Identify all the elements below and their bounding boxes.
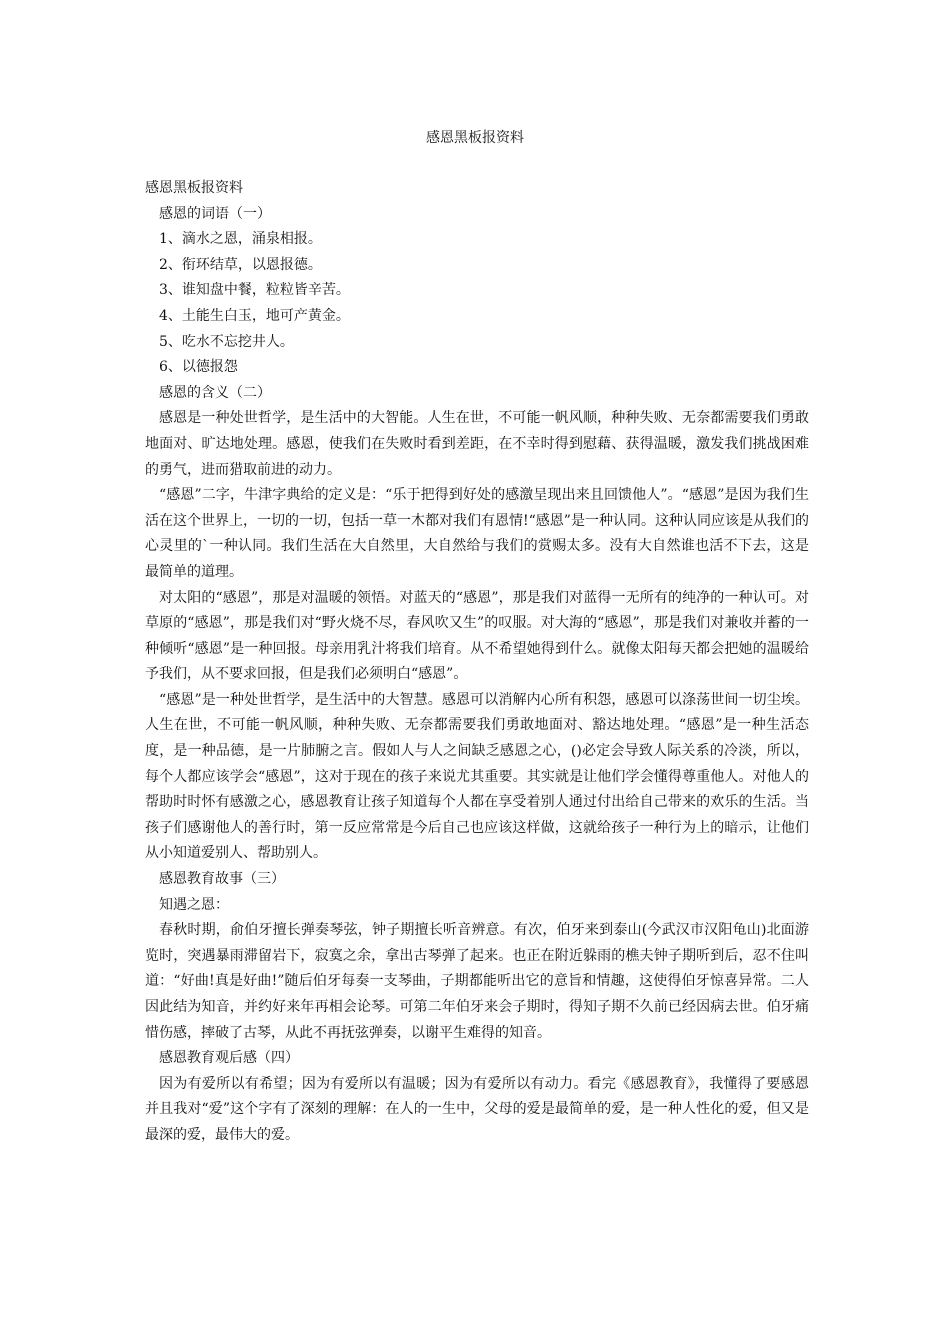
section-heading-1: 感恩的词语（一） <box>159 205 271 222</box>
document-body <box>145 176 809 1149</box>
document-title: 感恩黑板报资料 <box>426 130 524 146</box>
paragraph: 春秋时期，俞伯牙擅长弹奏琴弦，钟子期擅长听音辨意。有次，伯牙来到泰山(今武汉市汉阳龟山)北面游览时，突遇暴雨滞留岩下，寂寞之余，拿出古琴弹了起来。也正在附近躲雨的樵夫钟子期听到后，忍不住叫道：“好曲!真是好曲!”随后伯牙每奏一支琴曲，子期都能听出它的意旨和情趣，这使得伯牙惊喜异常。二人因此结为知音，并约好来年再相会论琴。可第二年伯牙来会子期时，得知子期不久前已经因病去世。伯牙痛惜伤感，摔破了古琴，从此不再抚弦弹奏，以谢平生难得的知音。 <box>145 922 809 1041</box>
paragraph: 感恩是一种处世哲学，是生活中的大智能。人生在世，不可能一帆风顺，种种失败、无奈都需要我们勇敢地面对、旷达地处理。感恩，使我们在失败时看到差距，在不幸时得到慰藉、获得温暖，激发我们挑战困难的勇气，进而猎取前进的动力。 <box>145 410 809 478</box>
paragraph: 因为有爱所以有希望；因为有爱所以有温暖；因为有爱所以有动力。看完《感恩教育》，我懂得了要感恩并且我对“爱”这个字有了深刻的理解：在人的一生中，父母的爱是最简单的爱，是一种人性化的爱，但又是最深的爱，最伟大的爱。 <box>145 1075 809 1143</box>
list-item: 2、衔环结草，以恩报德。 <box>159 256 322 273</box>
list-item: 6、以德报怨 <box>159 359 238 376</box>
list-item: 3、谁知盘中餐，粒粒皆辛苦。 <box>159 282 350 299</box>
section-heading-3: 感恩教育故事（三） <box>159 871 285 888</box>
list-item: 5、吃水不忘挖井人。 <box>159 333 294 350</box>
body-heading: 感恩黑板报资料 <box>145 180 243 196</box>
section-heading-4: 感恩教育观后感（四） <box>159 1050 299 1067</box>
story-title: 知遇之恩： <box>159 896 229 913</box>
list-item: 1、滴水之恩，涌泉相报。 <box>159 231 322 248</box>
section-heading-2: 感恩的含义（二） <box>159 384 271 401</box>
paragraph: “感恩”二字，牛津字典给的定义是：“乐于把得到好处的感激呈现出来且回馈他人”。“感恩”是因为我们生活在这个世界上，一切的一切，包括一草一木都对我们有恩情!“感恩”是一种认同。这种认同应该是从我们的心灵里的`一种认同。我们生活在大自然里，大自然给与我们的赏赐太多。没有大自然谁也活不下去，这是最简单的道理。 <box>145 487 809 580</box>
list-item: 4、土能生白玉，地可产黄金。 <box>159 307 350 324</box>
paragraph: 对太阳的“感恩”，那是对温暖的领悟。对蓝天的“感恩”，那是我们对蓝得一无所有的纯净的一种认可。对草原的“感恩”，那是我们对“野火烧不尽，春风吹又生”的叹服。对大海的“感恩”，那是我们对兼收并蓄的一种倾听“感恩”是一种回报。母亲用乳汁将我们培育。从不希望她得到什么。就像太阳每天都会把她的温暖给予我们，从不要求回报，但是我们必须明白“感恩”。 <box>145 589 809 683</box>
paragraph: “感恩”是一种处世哲学，是生活中的大智慧。感恩可以消解内心所有积怨，感恩可以涤荡世间一切尘埃。人生在世，不可能一帆风顺，种种失败、无奈都需要我们勇敢地面对、豁达地处理。“感恩”是一种生活态度，是一种品德，是一片肺腑之言。假如人与人之间缺乏感恩之心，()必定会导致人际关系的冷淡，所以，每个人都应该学会“感恩”，这对于现在的孩子来说尤其重要。其实就是让他们学会懂得尊重他人。对他人的帮助时时怀有感激之心，感恩教育让孩子知道每个人都在享受着别人通过付出给自己带来的欢乐的生活。当孩子们感谢他人的善行时，第一反应常常是今后自己也应该这样做，这就给孩子一种行为上的暗示，让他们从小知道爱别人、帮助别人。 <box>145 691 809 862</box>
